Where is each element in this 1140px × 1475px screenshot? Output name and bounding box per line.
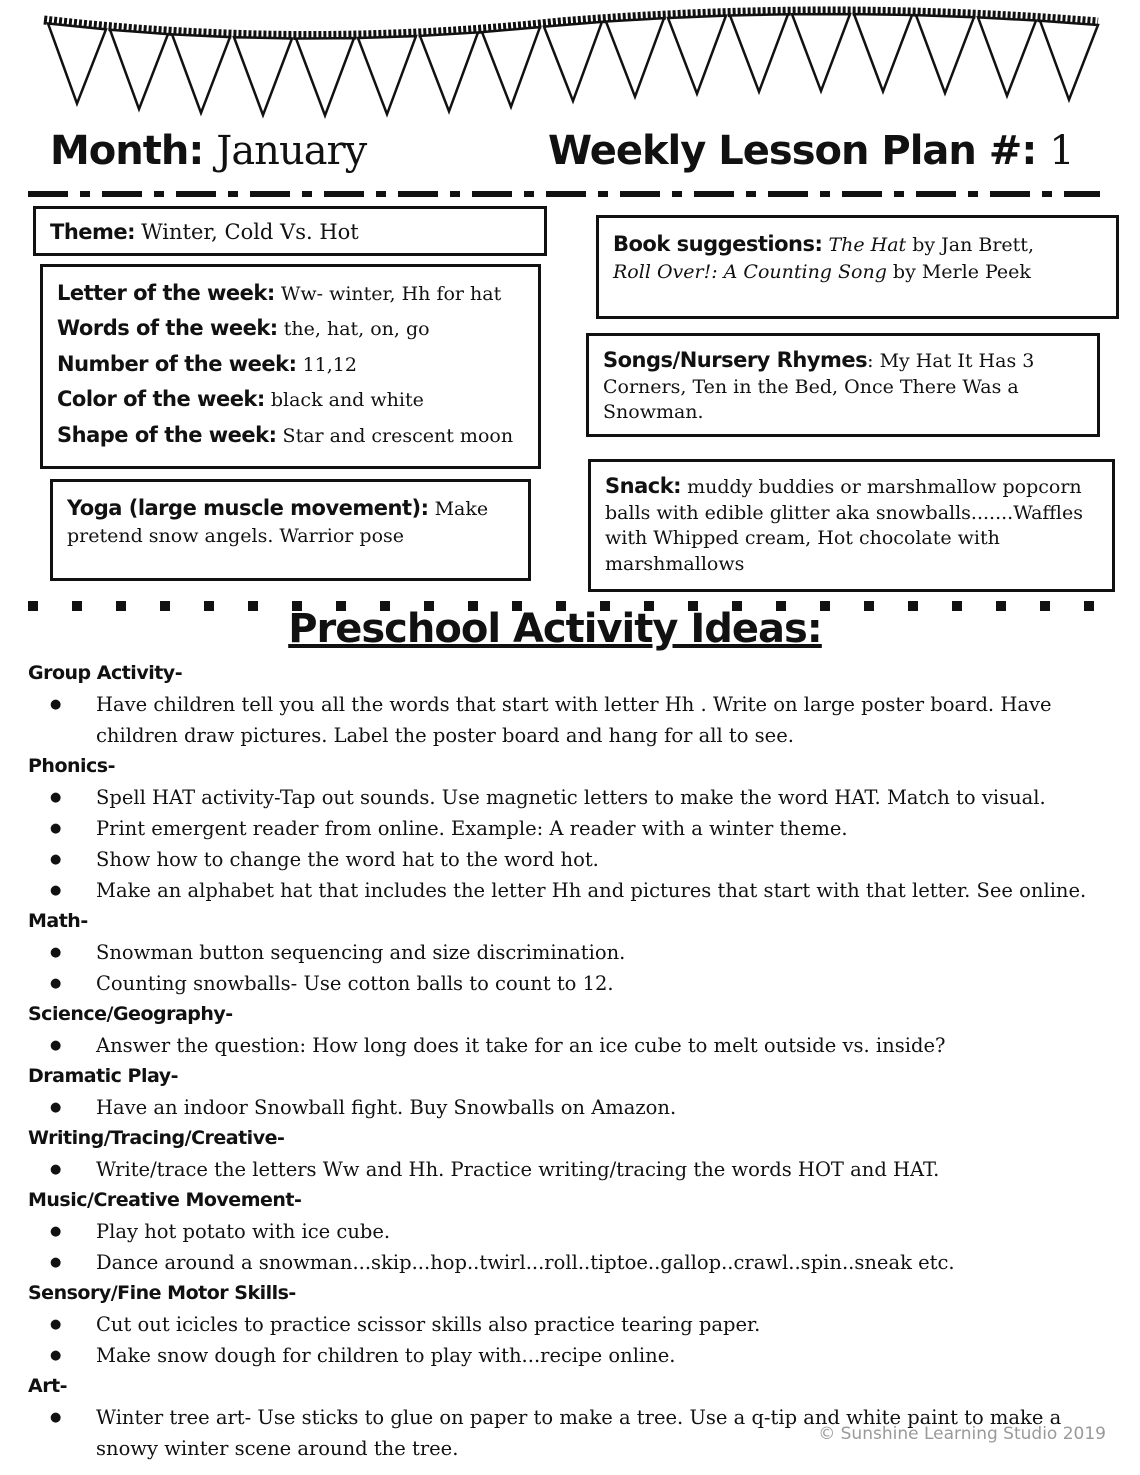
list-item: ● Show how to change the word hat to the word hot. [28, 844, 1118, 875]
snack-box [588, 459, 1115, 592]
songs-value: : My Hat It Has 3 Corners, Ten in the Bed, Once There Was a Snowman. [603, 350, 1035, 424]
letter-value: Ww- winter, Hh for hat [280, 283, 502, 305]
yoga-box [50, 479, 531, 581]
activity-items [28, 1309, 1118, 1371]
month-label: Month: [50, 128, 204, 174]
copyright-footer: © Sunshine Learning Studio 2019 [818, 1424, 1106, 1444]
activity-items [28, 1092, 1118, 1123]
pennant-flag [544, 22, 602, 101]
number-value: 11,12 [302, 353, 357, 376]
theme-box [33, 206, 547, 256]
songs-box [586, 333, 1100, 437]
books-label: Book suggestions: [613, 232, 823, 256]
plan-value: 1 [1049, 128, 1074, 174]
songs-label: Songs/Nursery Rhymes [603, 348, 868, 372]
snack-value: muddy buddies or marshmallow popcorn balls with edible glitter aka snowballs.......Waffles with Whipped cream, Hot chocolate with marshmallows [605, 476, 1083, 575]
activity-category: Art- [28, 1375, 68, 1397]
book2-title: Roll Over!: A Counting Song [613, 261, 887, 284]
activity-items [28, 1216, 1118, 1278]
week-box [40, 264, 541, 469]
shape-row [57, 421, 524, 450]
activity-items [28, 689, 1118, 751]
activity-items [28, 782, 1118, 906]
activity-category: Writing/Tracing/Creative- [28, 1127, 285, 1149]
list-item: ● Winter tree art- Use sticks to glue on paper to make a tree. Use a q-tip and white paint to make a snowy winter scene around the tree. [28, 1402, 1118, 1464]
book1-author: by Jan Brett, [906, 234, 1034, 256]
activity-category: Phonics- [28, 755, 116, 777]
color-row [57, 385, 524, 414]
list-item: ● Answer the question: How long does it take for an ice cube to melt outside vs. inside? [28, 1030, 1118, 1061]
pennant-flag [482, 27, 540, 107]
number-row [57, 350, 524, 379]
list-item: ● Dance around a snowman...skip...hop..twirl...roll..tiptoe..gallop..crawl..spin..sneak etc. [28, 1247, 1118, 1278]
activity-category: Math- [28, 910, 88, 932]
book2-author: by Merle Peek [886, 261, 1031, 284]
color-value: black and white [270, 389, 424, 412]
shape-value: Star and crescent moon [282, 424, 514, 447]
list-item: ● Have children tell you all the words that start with letter Hh . Write on large poster board. Have children draw pictures. Label the poster board and hang for all to see. [28, 689, 1118, 751]
list-item: ● Play hot potato with ice cube. [28, 1216, 1118, 1247]
letter-row [57, 279, 524, 308]
pennant-flag [110, 30, 168, 109]
number-label: Number of the week: [57, 351, 297, 376]
activity-list [28, 658, 1118, 1464]
book1-title: The Hat [828, 234, 907, 256]
pennant-flag [1040, 21, 1098, 100]
list-item: ● Make snow dough for children to play with...recipe online. [28, 1340, 1118, 1371]
pennant-flag [854, 14, 912, 91]
theme-value: Winter, Cold Vs. Hot [141, 220, 359, 244]
letter-label: Letter of the week: [57, 281, 275, 305]
month-value: January [216, 128, 367, 174]
plan-heading [548, 128, 1074, 174]
activity-title: Preschool Activity Ideas: [288, 606, 822, 652]
words-value: the, hat, on, go [283, 318, 430, 341]
pennant-flag [48, 23, 106, 103]
pennant-flag [730, 14, 788, 91]
color-label: Color of the week: [57, 387, 265, 412]
words-row [57, 314, 524, 343]
pennant-flag [296, 38, 354, 115]
list-item: ● Cut out icicles to practice scissor skills also practice tearing paper. [28, 1309, 1118, 1340]
activity-items [28, 937, 1118, 999]
activity-category: Science/Geography- [28, 1003, 233, 1025]
activity-category: Sensory/Fine Motor Skills- [28, 1282, 296, 1304]
pennant-flag [358, 36, 416, 114]
snack-label: Snack: [605, 474, 682, 498]
plan-label: Weekly Lesson Plan #: [548, 128, 1037, 174]
yoga-label: Yoga (large muscle movement): [67, 496, 429, 520]
activity-items [28, 1154, 1118, 1185]
activity-category: Music/Creative Movement- [28, 1189, 302, 1211]
pennant-flag [234, 37, 292, 115]
month-heading [50, 128, 366, 174]
list-item: ● Counting snowballs- Use cotton balls to count to 12. [28, 968, 1118, 999]
pennant-flag [668, 16, 726, 94]
activity-category: Group Activity- [28, 662, 183, 684]
pennant-flag [606, 18, 664, 97]
list-item: ● Have an indoor Snowball fight. Buy Snowballs on Amazon. [28, 1092, 1118, 1123]
list-item: ● Make an alphabet hat that includes the letter Hh and pictures that start with that letter. See online. [28, 875, 1118, 906]
activity-items [28, 1030, 1118, 1061]
theme-label: Theme: [50, 220, 136, 244]
words-label: Words of the week: [57, 316, 278, 341]
yoga-value: Make pretend snow angels. Warrior pose [67, 498, 489, 548]
shape-label: Shape of the week: [57, 422, 277, 447]
dash-dot-divider [28, 190, 1100, 198]
pennant-flag [792, 14, 850, 91]
pennant-flag [172, 34, 230, 113]
list-item: ● Spell HAT activity-Tap out sounds. Use magnetic letters to make the word HAT. Match to visual. [28, 782, 1118, 813]
pennant-flag [978, 17, 1036, 95]
books-box [596, 215, 1119, 319]
pennant-flag [420, 32, 478, 111]
bunting-banner [0, 0, 1140, 130]
list-item: ● Write/trace the letters Ww and Hh. Practice writing/tracing the words HOT and HAT. [28, 1154, 1118, 1185]
list-item: ● Print emergent reader from online. Example: A reader with a winter theme. [28, 813, 1118, 844]
list-item: ● Snowman button sequencing and size discrimination. [28, 937, 1118, 968]
activity-category: Dramatic Play- [28, 1065, 179, 1087]
pennant-flag [916, 15, 974, 93]
